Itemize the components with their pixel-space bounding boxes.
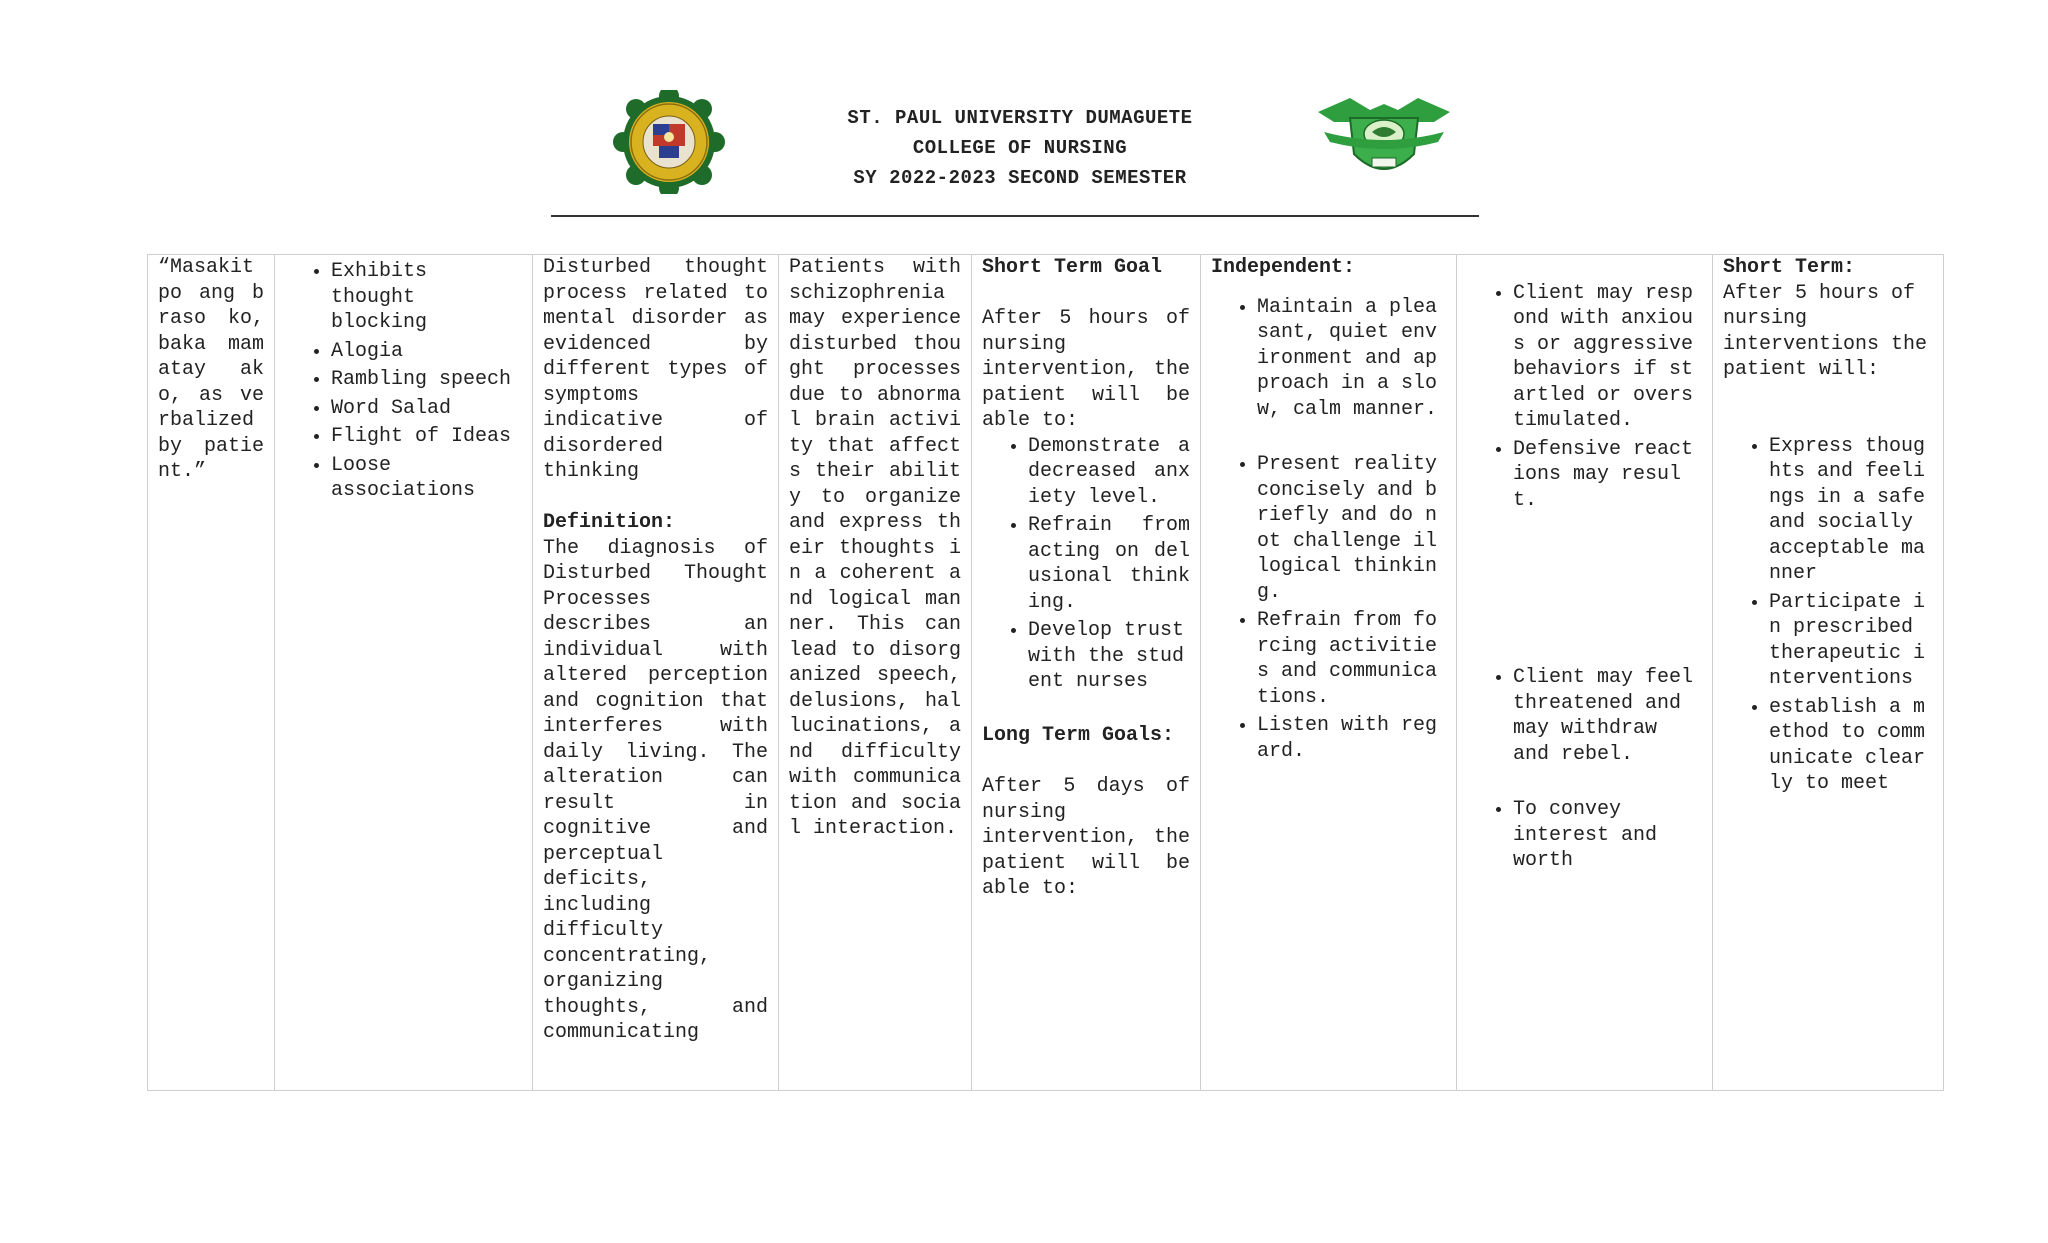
- long-term-goal-label: Long Term Goals:: [982, 724, 1175, 747]
- list-item: • establish a method to communicate clearly to meet: [1769, 695, 1933, 797]
- list-item: • Word Salad: [331, 396, 522, 422]
- interventions-list: [1211, 295, 1446, 765]
- rationale-list-c: [1467, 797, 1702, 874]
- college-name: COLLEGE OF NURSING: [912, 137, 1128, 159]
- list-item: • Refrain from acting on delusional thinking.: [1028, 513, 1190, 615]
- explanation-text: Patients with schizophrenia may experience disturbed thought processes due to abnormal brain activity that affects their ability to organize and express their thoughts in a coherent and logical manner. This can lead to disorganized speech, delusions, hallucinations, and difficulty with communication and social interaction.: [789, 256, 961, 840]
- objective-cues-list: [285, 255, 522, 504]
- scientific-explanation-cell: [779, 255, 972, 1091]
- college-of-nursing-crest-icon: [1310, 92, 1458, 188]
- interventions-cell: [1201, 255, 1457, 1091]
- objective-cues-cell: [275, 255, 533, 1091]
- evaluation-intro: After 5 hours of nursing interventions the patient will:: [1723, 281, 1928, 381]
- list-item: • Client may respond with anxious or aggressive behaviors if startled or overstimulated.: [1513, 281, 1702, 434]
- list-item: • Maintain a pleasant, quiet environment and approach in a slow, calm manner.: [1257, 295, 1446, 423]
- header-divider: [551, 215, 1479, 217]
- document-header: [0, 0, 2048, 230]
- long-term-intro: After 5 days of nursing intervention, the patient will be able to:: [982, 775, 1190, 900]
- short-term-label: Short Term:: [1723, 256, 1856, 279]
- independent-label: Independent:: [1211, 256, 1356, 279]
- institution-heading: [760, 103, 1280, 193]
- rationale-list-b: [1467, 665, 1702, 767]
- list-item: • Develop trust with the student nurses: [1028, 618, 1190, 695]
- list-item: • Defensive reactions may result.: [1513, 437, 1702, 514]
- planning-cell: [972, 255, 1201, 1091]
- spud-university-seal-icon: [608, 90, 730, 194]
- list-item: • To convey interest and worth: [1513, 797, 1702, 874]
- rationale-list-a: [1467, 281, 1702, 514]
- rationale-cell: [1457, 255, 1713, 1091]
- subjective-cue-text: “Masakit po ang braso ko, baka mamatay ako, as verbalized by patient.”: [158, 256, 264, 483]
- university-name: ST. PAUL UNIVERSITY DUMAGUETE: [847, 107, 1193, 129]
- list-item: • Client may feel threatened and may withdraw and rebel.: [1513, 665, 1702, 767]
- definition-label: Definition:: [543, 511, 676, 534]
- nursing-diagnosis-cell: [533, 255, 779, 1091]
- list-item: • Express thoughts and feelings in a safe and socially acceptable manner: [1769, 434, 1933, 587]
- list-item: • Flight of Ideas: [331, 424, 522, 450]
- list-item: • Loose associations: [331, 453, 522, 504]
- definition-text: The diagnosis of Disturbed Thought Processes describes an individual with altered perception and cognition that interferes with daily living. The alteration can result in cognitive and perceptual deficits, including difficulty concentrating, organizing thoughts, and communicating: [543, 536, 768, 1044]
- list-item: • Participate in prescribed therapeutic interventions: [1769, 590, 1933, 692]
- short-term-intro: After 5 hours of nursing intervention, the patient will be able to:: [982, 307, 1190, 432]
- school-year: SY 2022-2023 SECOND SEMESTER: [853, 167, 1187, 189]
- list-item: • Demonstrate a decreased anxiety level.: [1028, 434, 1190, 511]
- list-item: • Alogia: [331, 339, 522, 365]
- nursing-care-plan-table: [147, 254, 1944, 1091]
- short-term-goals-list: [982, 434, 1190, 695]
- short-term-goal-label: Short Term Goal: [982, 256, 1163, 279]
- list-item: • Listen with regard.: [1257, 713, 1446, 764]
- diagnosis-statement: Disturbed thought process related to mental disorder as evidenced by different types of symptoms indicative of disordered thinking: [543, 256, 768, 483]
- list-item: • Exhibits thought blocking: [331, 259, 522, 336]
- list-item: • Rambling speech: [331, 367, 522, 393]
- list-item: • Present reality concisely and briefly and do not challenge illogical thinking.: [1257, 452, 1446, 605]
- evaluation-cell: [1713, 255, 1944, 1091]
- cue-cell: [148, 255, 275, 1091]
- list-item: • Refrain from forcing activities and communications.: [1257, 608, 1446, 710]
- evaluation-list: [1723, 434, 1933, 797]
- table-row: [148, 255, 1944, 1091]
